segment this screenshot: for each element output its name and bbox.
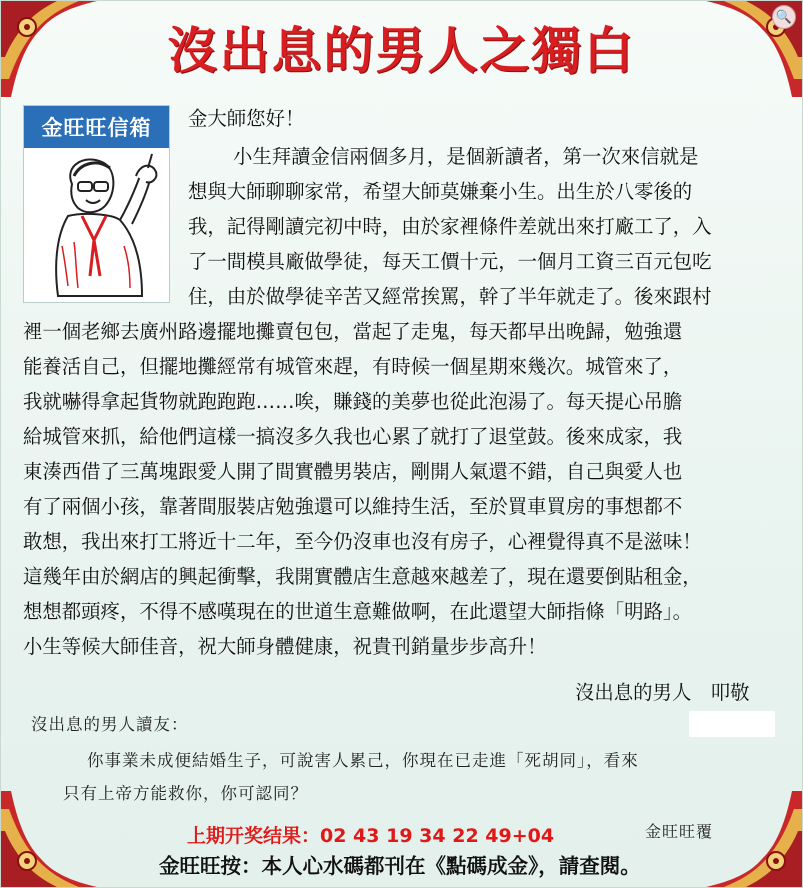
reply-signature: 金旺旺覆	[645, 822, 714, 841]
page-title: 沒出息的男人之獨白	[167, 21, 636, 80]
letter-body	[23, 139, 779, 664]
letter-line: 我就嚇得拿起貨物就跑跑跑……唉，賺錢的美夢也從此泡湯了。每天提心吊膽	[23, 390, 683, 413]
letter-line: 裡一個老鄉去廣州路邊擺地攤賣包包，當起了走鬼，每天都早出晚歸，勉強還	[23, 320, 683, 343]
letter-line: 給城管來抓，給他們這樣一搞沒多久我也心累了就打了退堂鼓。後來成家，我	[23, 425, 683, 448]
reply-line: 你事業未成便結婚生子，可說害人累己，你現在已走進「死胡同」，看來	[87, 751, 639, 770]
letter-line: 想與大師聊聊家常，希望大師莫嫌棄小生。出生於八零後的	[188, 180, 693, 203]
letter-line: 這幾年由於網店的興起衝擊，我開實體店生意越來越差了，現在還要倒貼租金，	[23, 565, 702, 588]
footer-note: 金旺旺按：本人心水碼都刊在《點碼成金》，請查閱。	[159, 854, 641, 878]
lottery-result: 上期开奖结果：02 43 19 34 22 49+04	[187, 825, 555, 847]
letter-signature: 沒出息的男人 叩敬	[575, 681, 750, 704]
redaction-box	[689, 711, 775, 737]
letter-greeting: 金大師您好！	[188, 107, 305, 130]
letter-line: 我，記得剛讀完初中時，由於家裡條件差就出來打廠工了，入	[188, 215, 712, 238]
zoom-icon[interactable]: 🔍	[772, 5, 796, 29]
reply-greeting: 沒出息的男人讀友：	[31, 715, 189, 734]
column-logo-label: 金旺旺信箱	[24, 106, 169, 148]
letter-line: 能養活自己，但擺地攤經常有城管來趕，有時候一個星期來幾次。城管來了，	[23, 355, 683, 378]
letter-line: 小生等候大師佳音，祝大師身體健康，祝貴刊銷量步步高升！	[23, 635, 547, 658]
letter-line: 想想都頭疼，不得不感嘆現在的世道生意難做啊，在此還望大師指條「明路」。	[23, 600, 692, 623]
corner-ornament-bottom-right	[706, 791, 802, 887]
letter-line: 小生拜讀金信兩個多月，是個新讀者，第一次來信就是	[233, 145, 699, 168]
reply-line: 只有上帝方能救你，你可認同？	[63, 784, 308, 803]
letter-line: 有了兩個小孩，靠著間服裝店勉強還可以維持生活，至於買車買房的事想都不	[23, 495, 683, 518]
letter-line: 住，由於做學徒辛苦又經常挨罵，幹了半年就走了。後來跟村	[188, 285, 712, 308]
letter-line: 敢想，我出來打工將近十二年，至今仍沒車也沒有房子，心裡覺得真不是滋味！	[23, 530, 702, 553]
corner-ornament-bottom-left	[1, 791, 97, 887]
letter-line: 東湊西借了三萬塊跟愛人開了間實體男裝店，剛開人氣還不錯，自己與愛人也	[23, 460, 683, 483]
letter-line: 了一間模具廠做學徒，每天工價十元，一個月工資三百元包吃	[188, 250, 712, 273]
